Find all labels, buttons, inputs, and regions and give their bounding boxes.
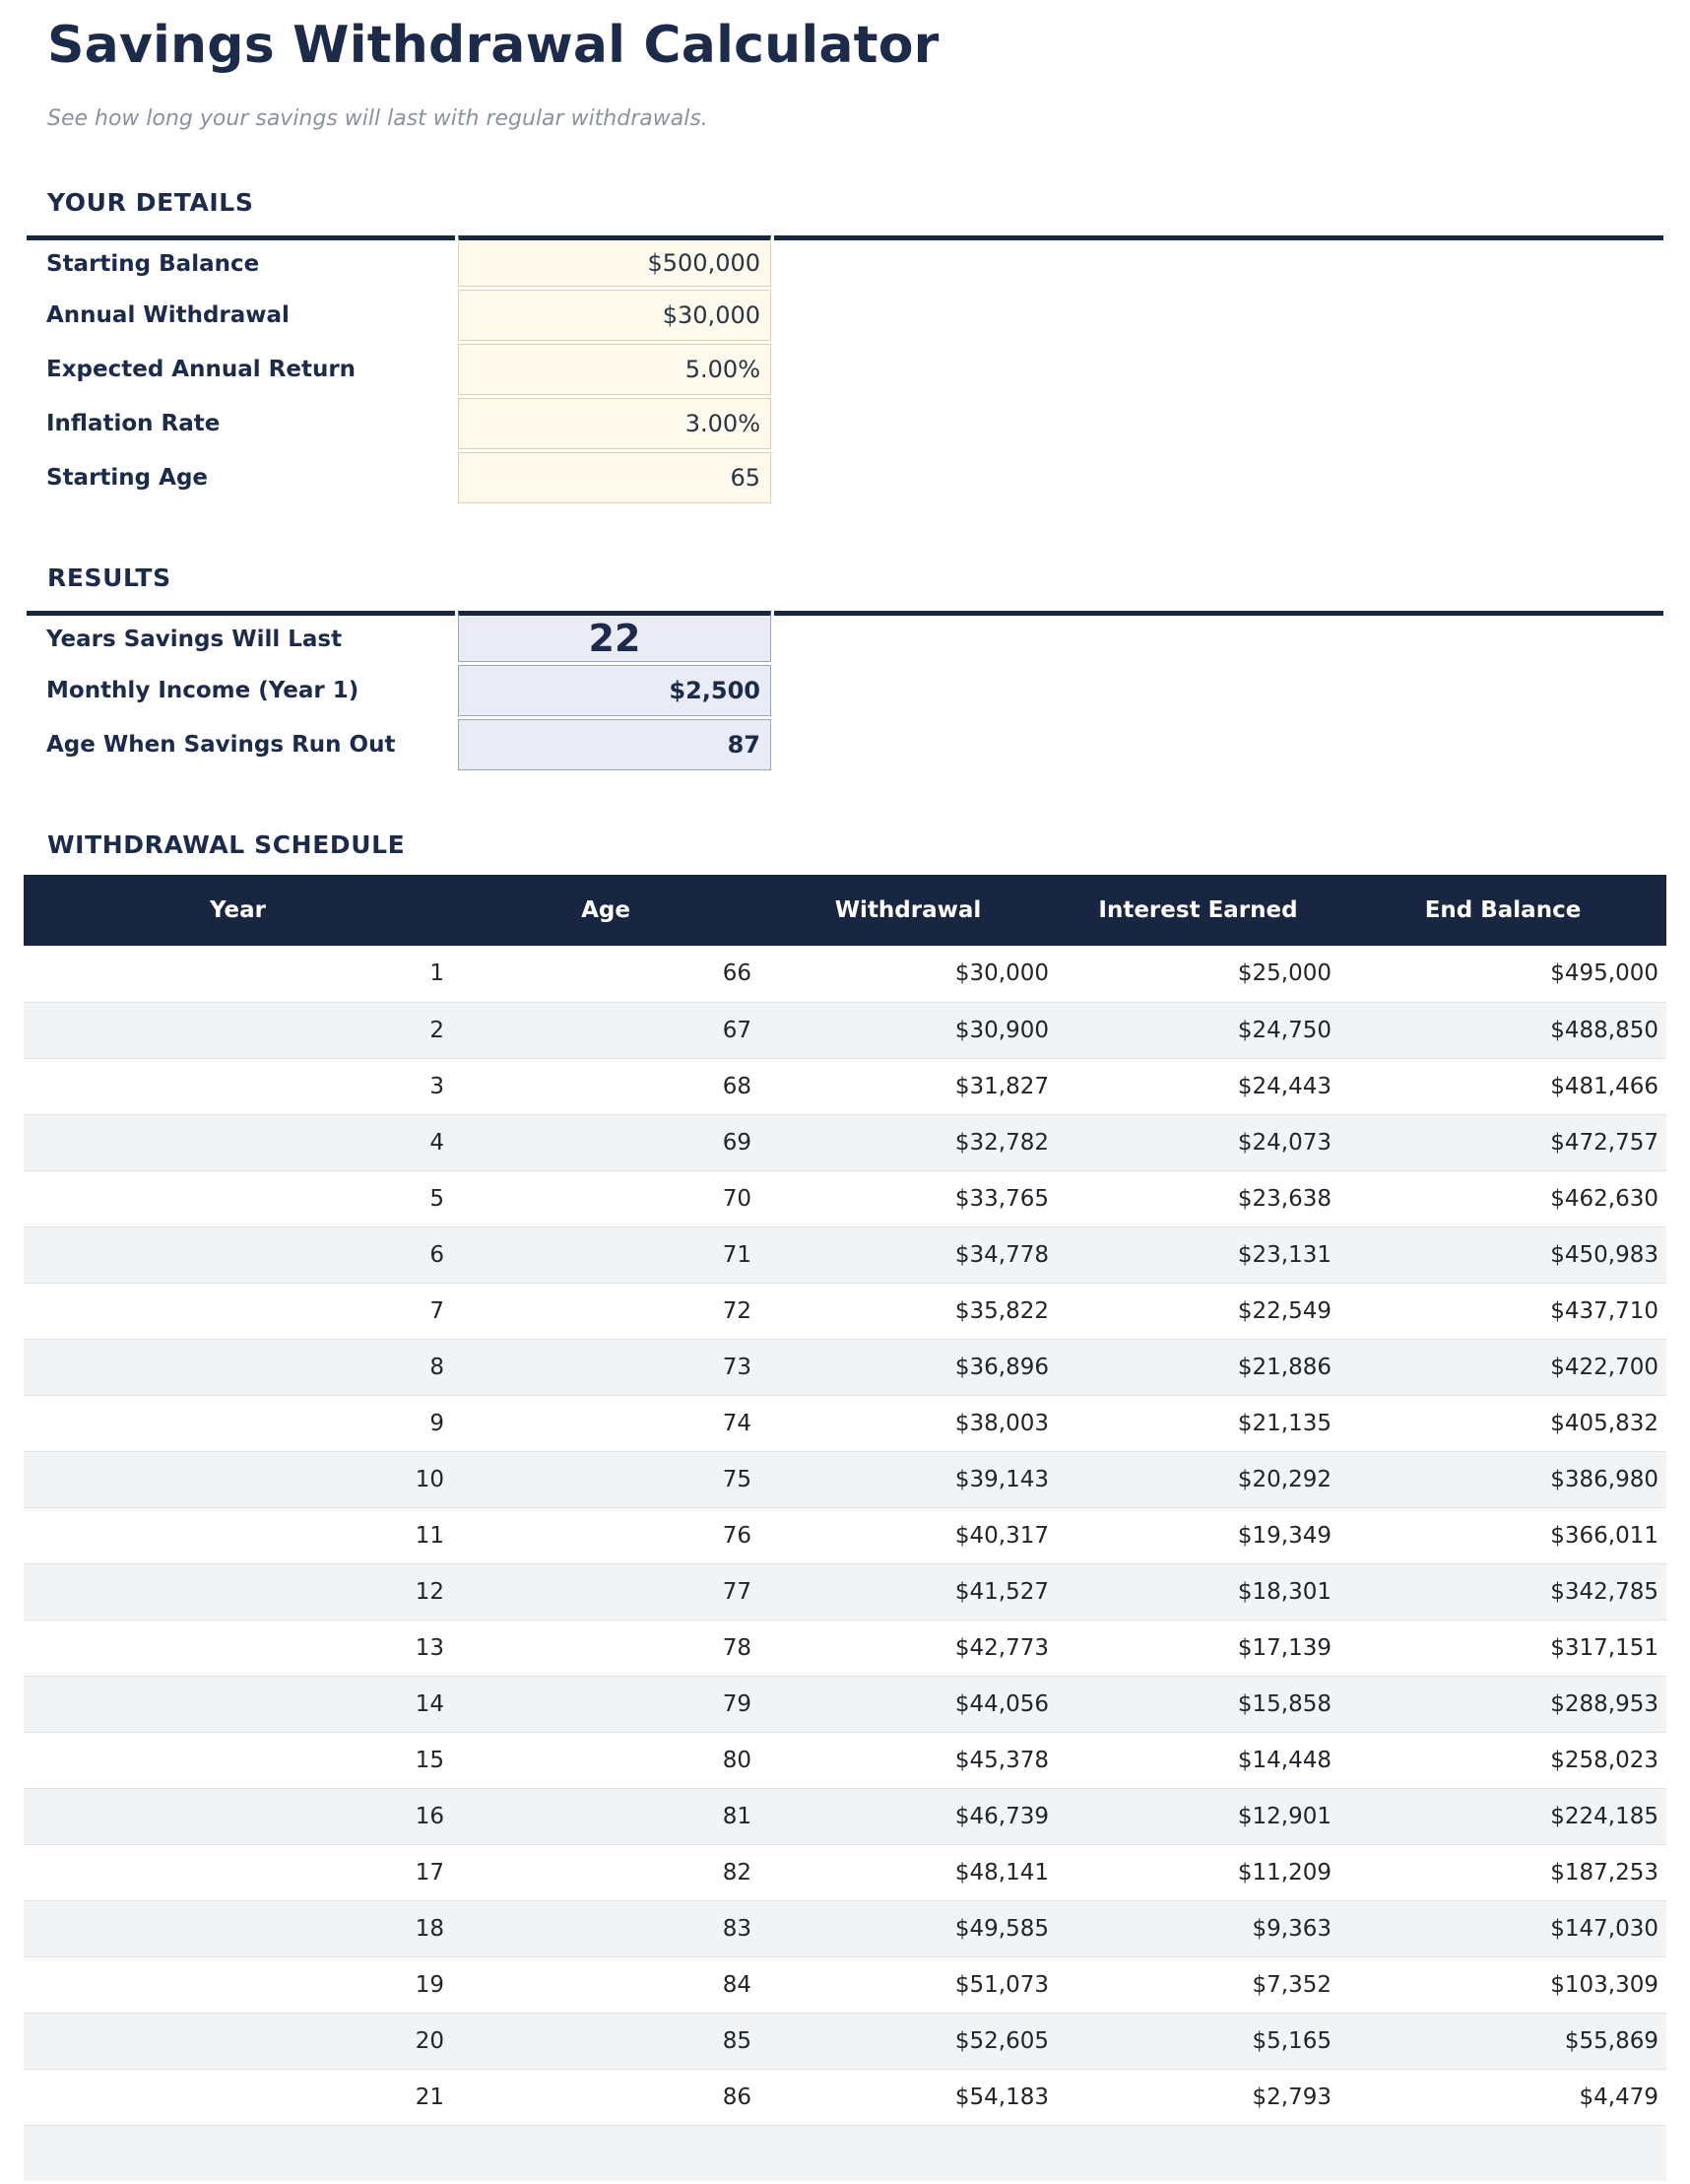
cell-year: 7	[24, 1283, 452, 1339]
details-row	[27, 452, 1663, 503]
cell-withdrawal: $34,778	[759, 1226, 1057, 1283]
schedule-row	[24, 1732, 1666, 1788]
cell-year: 1	[429, 960, 444, 987]
starting-age-label: Starting Age	[46, 465, 209, 491]
cell-age: 84	[452, 1956, 759, 2013]
results-row	[27, 665, 1663, 716]
cell-interest-earned: $2,793	[1057, 2069, 1339, 2125]
results-row	[27, 719, 1663, 770]
cell-age: 82	[452, 1844, 759, 1900]
spacer-cell	[774, 344, 1663, 395]
years-savings-will-last-value: 22	[458, 611, 771, 662]
cell-withdrawal: $46,739	[759, 1788, 1057, 1844]
cell-year: 20	[24, 2013, 452, 2069]
cell-end-balance: $187,253	[1339, 1844, 1666, 1900]
cell-year: 11	[24, 1507, 452, 1563]
page-subtitle: See how long your savings will last with regular withdrawals.	[47, 106, 708, 131]
cell-withdrawal: $51,073	[759, 1956, 1057, 2013]
schedule-row	[24, 1395, 1666, 1451]
column-header-age: Age	[452, 875, 759, 946]
cell-interest-earned: $21,135	[1057, 1395, 1339, 1451]
cell-year: 19	[24, 1956, 452, 2013]
cell-end-balance: $472,757	[1339, 1114, 1666, 1170]
cell-age: 72	[452, 1283, 759, 1339]
cell-end-balance: $4,479	[1339, 2069, 1666, 2125]
schedule-row	[24, 1002, 1666, 1058]
cell-withdrawal: $44,056	[759, 1676, 1057, 1732]
cell-year: 21	[24, 2069, 452, 2125]
cell-interest-earned: $11,209	[1057, 1844, 1339, 1900]
schedule-row-partial	[24, 2125, 1666, 2181]
cell-interest-earned: $20,292	[1057, 1451, 1339, 1507]
starting-age-input[interactable]: 65	[458, 452, 771, 503]
cell-end-balance: $405,832	[1339, 1395, 1666, 1451]
details-row	[27, 235, 1663, 287]
cell-end-balance: $488,850	[1339, 1002, 1666, 1058]
section-heading-your-details: YOUR DETAILS	[47, 188, 254, 217]
cell-end-balance: $147,030	[1339, 1900, 1666, 1956]
schedule-row	[24, 1844, 1666, 1900]
page-title: Savings Withdrawal Calculator	[47, 16, 940, 75]
schedule-header-row	[24, 875, 1666, 946]
cell-year: 6	[24, 1226, 452, 1283]
spacer-cell	[774, 719, 1663, 770]
cell-interest-earned: $24,443	[1057, 1058, 1339, 1114]
schedule-row	[24, 1507, 1666, 1563]
cell-interest-earned: $15,858	[1057, 1676, 1339, 1732]
cell-empty	[759, 2125, 1057, 2181]
cell-end-balance: $224,185	[1339, 1788, 1666, 1844]
cell-age: 83	[452, 1900, 759, 1956]
cell-withdrawal: $48,141	[759, 1844, 1057, 1900]
cell-interest-earned: $23,638	[1057, 1170, 1339, 1226]
age-when-savings-run-out-value: 87	[458, 719, 771, 770]
results-table	[24, 608, 1666, 773]
schedule-row	[24, 1226, 1666, 1283]
schedule-row	[24, 2069, 1666, 2125]
schedule-row	[24, 1788, 1666, 1844]
cell-age: 77	[452, 1563, 759, 1620]
monthly-income-year-1-value: $2,500	[458, 665, 771, 716]
spacer-cell	[774, 452, 1663, 503]
cell-age: 76	[452, 1507, 759, 1563]
cell-age: 71	[452, 1226, 759, 1283]
cell-withdrawal: $38,003	[759, 1395, 1057, 1451]
cell-age: 78	[452, 1620, 759, 1676]
inflation-rate-label: Inflation Rate	[46, 411, 221, 436]
cell-age: 69	[452, 1114, 759, 1170]
details-row	[27, 398, 1663, 449]
cell-end-balance: $481,466	[1339, 1058, 1666, 1114]
schedule-row	[24, 1283, 1666, 1339]
cell-age: 80	[452, 1732, 759, 1788]
cell-withdrawal: $40,317	[759, 1507, 1057, 1563]
schedule-row	[24, 1339, 1666, 1395]
cell-withdrawal: $49,585	[759, 1900, 1057, 1956]
schedule-row	[24, 1451, 1666, 1507]
cell-empty	[1057, 2125, 1339, 2181]
cell-empty	[24, 2125, 452, 2181]
cell-year: 5	[24, 1170, 452, 1226]
age-when-savings-run-out-label: Age When Savings Run Out	[46, 732, 396, 758]
cell-year: 3	[24, 1058, 452, 1114]
spacer-cell	[774, 398, 1663, 449]
schedule-row	[24, 1563, 1666, 1620]
details-row	[27, 290, 1663, 341]
cell-interest-earned: $14,448	[1057, 1732, 1339, 1788]
cell-withdrawal: $33,765	[759, 1170, 1057, 1226]
cell-empty	[1339, 2125, 1666, 2181]
cell-year: 9	[24, 1395, 452, 1451]
cell-withdrawal: $54,183	[759, 2069, 1057, 2125]
cell-withdrawal: $41,527	[759, 1563, 1057, 1620]
schedule-row	[24, 1900, 1666, 1956]
cell-end-balance: $422,700	[1339, 1339, 1666, 1395]
cell-interest-earned: $22,549	[1057, 1283, 1339, 1339]
schedule-row	[24, 2013, 1666, 2069]
cell-interest-earned: $25,000	[1237, 960, 1332, 987]
section-heading-results: RESULTS	[47, 563, 171, 592]
cell-age: 67	[452, 1002, 759, 1058]
cell-withdrawal: $42,773	[759, 1620, 1057, 1676]
cell-withdrawal: $36,896	[759, 1339, 1057, 1395]
cell-age: 70	[452, 1170, 759, 1226]
expected-annual-return-label: Expected Annual Return	[46, 357, 357, 382]
cell-end-balance: $366,011	[1339, 1507, 1666, 1563]
cell-withdrawal: $52,605	[759, 2013, 1057, 2069]
cell-interest-earned: $17,139	[1057, 1620, 1339, 1676]
schedule-row	[24, 1170, 1666, 1226]
cell-withdrawal: $31,827	[759, 1058, 1057, 1114]
spacer-cell	[774, 665, 1663, 716]
cell-end-balance: $342,785	[1339, 1563, 1666, 1620]
cell-age: 81	[452, 1788, 759, 1844]
spacer-cell	[774, 611, 1663, 662]
column-header-end-balance: End Balance	[1339, 875, 1666, 946]
cell-age: 79	[452, 1676, 759, 1732]
cell-withdrawal: $32,782	[759, 1114, 1057, 1170]
cell-interest-earned: $24,750	[1057, 1002, 1339, 1058]
cell-end-balance: $495,000	[1550, 960, 1658, 987]
column-header-year: Year	[24, 875, 452, 946]
spacer-cell	[774, 235, 1663, 287]
schedule-row	[24, 1114, 1666, 1170]
cell-age: 75	[452, 1451, 759, 1507]
cell-year: 12	[24, 1563, 452, 1620]
cell-end-balance: $103,309	[1339, 1956, 1666, 2013]
withdrawal-schedule-table	[24, 875, 1666, 2181]
schedule-row	[24, 1956, 1666, 2013]
inflation-rate-input[interactable]: 3.00%	[458, 398, 771, 449]
cell-year: 10	[24, 1451, 452, 1507]
schedule-row	[24, 1058, 1666, 1114]
cell-age: 85	[452, 2013, 759, 2069]
details-row	[27, 344, 1663, 395]
column-header-withdrawal: Withdrawal	[759, 875, 1057, 946]
annual-withdrawal-label: Annual Withdrawal	[46, 302, 290, 328]
cell-end-balance: $317,151	[1339, 1620, 1666, 1676]
column-header-interest-earned: Interest Earned	[1057, 875, 1339, 946]
monthly-income-year-1-label: Monthly Income (Year 1)	[46, 678, 359, 703]
cell-interest-earned: $9,363	[1057, 1900, 1339, 1956]
cell-interest-earned: $18,301	[1057, 1563, 1339, 1620]
cell-year: 15	[24, 1732, 452, 1788]
cell-year: 14	[24, 1676, 452, 1732]
cell-age: 86	[452, 2069, 759, 2125]
cell-withdrawal: $35,822	[759, 1283, 1057, 1339]
cell-end-balance: $288,953	[1339, 1676, 1666, 1732]
years-savings-will-last-label: Years Savings Will Last	[27, 611, 455, 662]
cell-interest-earned: $7,352	[1057, 1956, 1339, 2013]
cell-withdrawal: $45,378	[759, 1732, 1057, 1788]
annual-withdrawal-input[interactable]: $30,000	[458, 290, 771, 341]
schedule-row	[24, 1676, 1666, 1732]
cell-age: 68	[452, 1058, 759, 1114]
spacer-cell	[774, 290, 1663, 341]
section-heading-withdrawal-schedule: WITHDRAWAL SCHEDULE	[47, 830, 406, 859]
cell-age: 73	[452, 1339, 759, 1395]
results-row	[27, 611, 1663, 662]
cell-interest-earned: $23,131	[1057, 1226, 1339, 1283]
cell-age: 74	[452, 1395, 759, 1451]
cell-year: 13	[24, 1620, 452, 1676]
cell-interest-earned: $21,886	[1057, 1339, 1339, 1395]
cell-end-balance: $386,980	[1339, 1451, 1666, 1507]
cell-interest-earned: $12,901	[1057, 1788, 1339, 1844]
details-table	[24, 232, 1666, 506]
cell-year: 8	[24, 1339, 452, 1395]
cell-end-balance: $462,630	[1339, 1170, 1666, 1226]
cell-empty	[452, 2125, 759, 2181]
starting-balance-input[interactable]: $500,000	[458, 235, 771, 287]
expected-annual-return-input[interactable]: 5.00%	[458, 344, 771, 395]
cell-age: 66	[722, 960, 751, 987]
cell-end-balance: $437,710	[1339, 1283, 1666, 1339]
cell-year: 4	[24, 1114, 452, 1170]
cell-end-balance: $258,023	[1339, 1732, 1666, 1788]
cell-withdrawal: $39,143	[759, 1451, 1057, 1507]
cell-year: 2	[24, 1002, 452, 1058]
schedule-row	[24, 946, 1666, 1002]
cell-year: 18	[24, 1900, 452, 1956]
starting-balance-label: Starting Balance	[27, 235, 455, 287]
cell-end-balance: $55,869	[1339, 2013, 1666, 2069]
cell-withdrawal: $30,000	[954, 960, 1049, 987]
cell-withdrawal: $30,900	[759, 1002, 1057, 1058]
cell-year: 17	[24, 1844, 452, 1900]
cell-interest-earned: $24,073	[1057, 1114, 1339, 1170]
cell-year: 16	[24, 1788, 452, 1844]
schedule-row	[24, 1620, 1666, 1676]
cell-interest-earned: $5,165	[1057, 2013, 1339, 2069]
cell-end-balance: $450,983	[1339, 1226, 1666, 1283]
cell-interest-earned: $19,349	[1057, 1507, 1339, 1563]
